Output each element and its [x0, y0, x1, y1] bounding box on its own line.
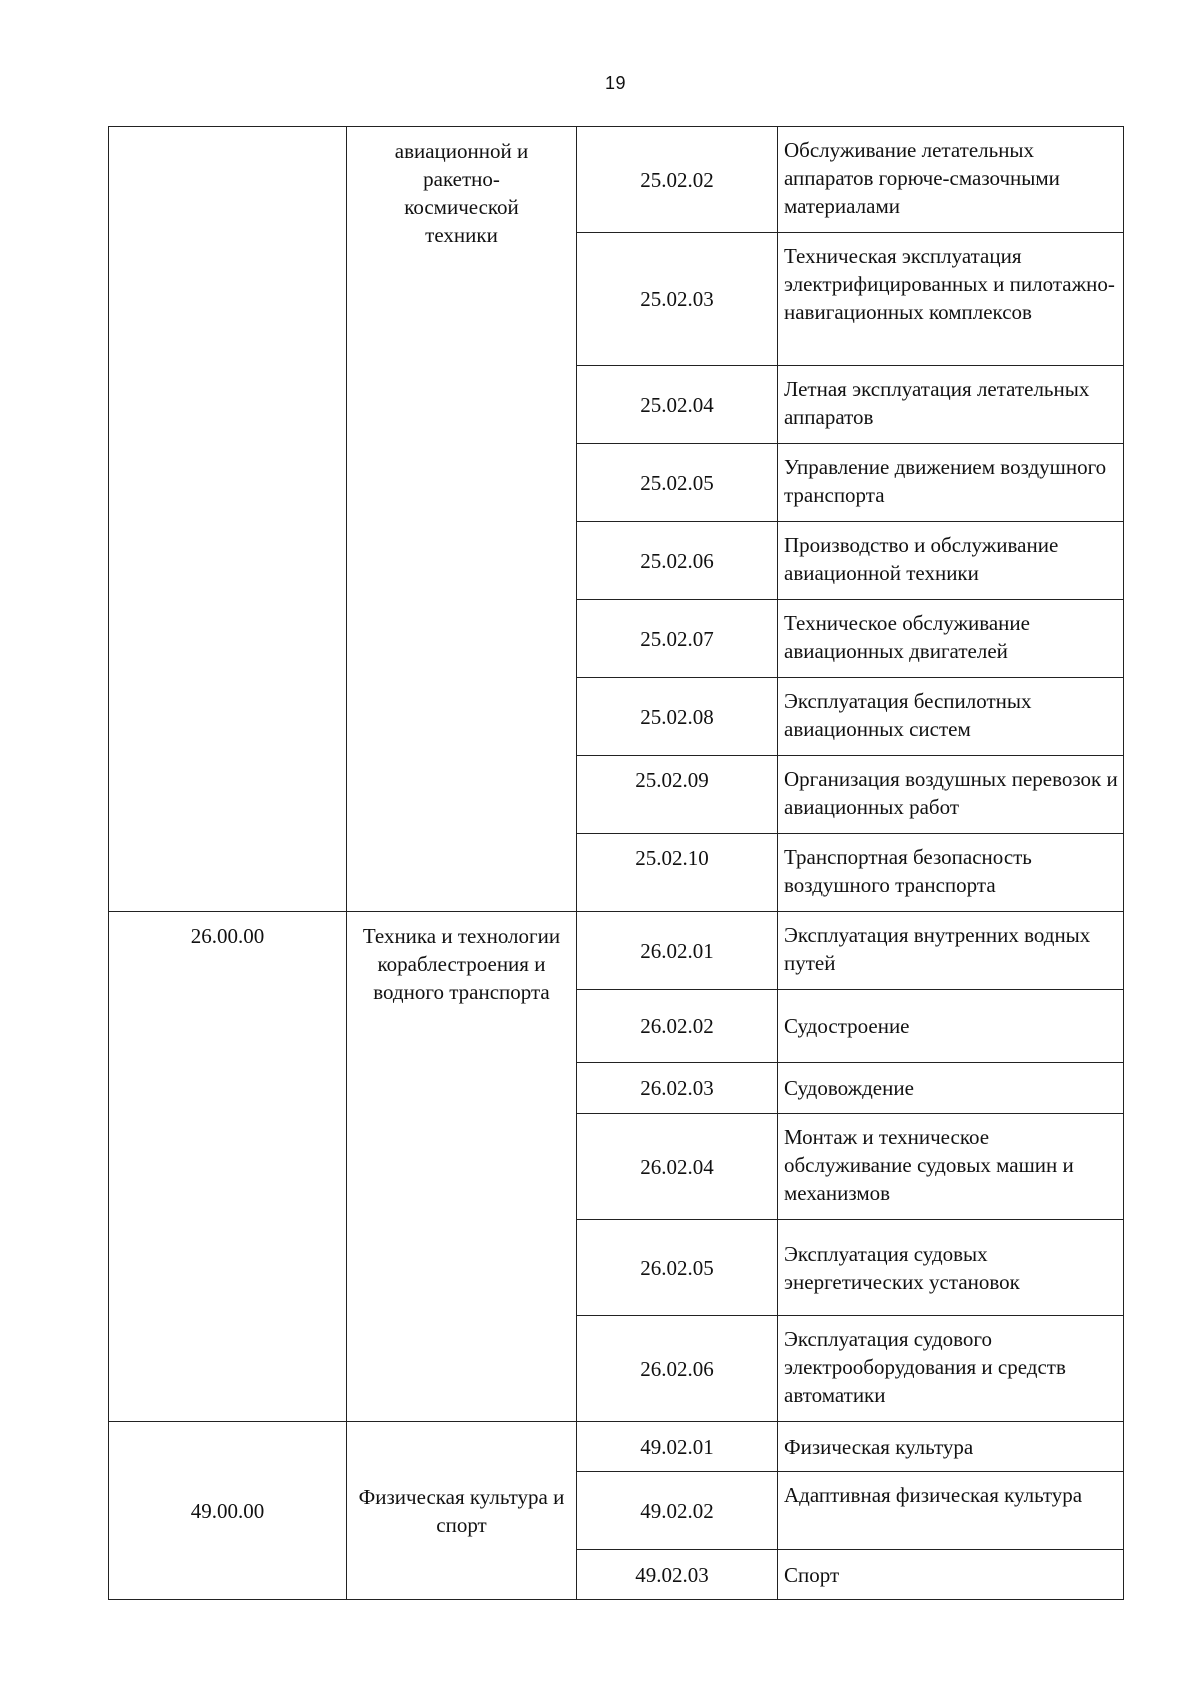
group-name-line: техники — [425, 223, 498, 247]
specialty-code: 49.02.01 — [577, 1422, 778, 1472]
specialty-name: Летная эксплуатация летательных аппаратов — [778, 366, 1124, 444]
specialty-name: Монтаж и техническое обслуживание судовых машин и механизмов — [778, 1114, 1124, 1220]
specialty-code: 25.02.07 — [577, 600, 778, 678]
specialty-code: 26.02.03 — [577, 1063, 778, 1114]
specialty-code: 25.02.10 — [577, 834, 778, 912]
specialty-code: 25.02.02 — [577, 127, 778, 233]
specialty-name: Эксплуатация судового электрооборудования и средств автоматики — [778, 1316, 1124, 1422]
specialty-name: Адаптивная физическая культура — [778, 1472, 1124, 1550]
specialty-code: 26.02.05 — [577, 1220, 778, 1316]
specialty-code: 26.02.01 — [577, 912, 778, 990]
specialty-name: Эксплуатация внутренних водных путей — [778, 912, 1124, 990]
specialty-name: Управление движением воздушного транспорта — [778, 444, 1124, 522]
specialty-name: Обслуживание летательных аппаратов горюче-смазочными материалами — [778, 127, 1124, 233]
specialty-name: Транспортная безопасность воздушного транспорта — [778, 834, 1124, 912]
specialty-code: 26.02.06 — [577, 1316, 778, 1422]
specialty-name: Производство и обслуживание авиационной техники — [778, 522, 1124, 600]
specialty-name: Техническая эксплуатация электрифицированных и пилотажно-навигационных комплексов — [778, 233, 1124, 366]
specialty-code: 25.02.06 — [577, 522, 778, 600]
group-code-cell: 26.00.00 — [109, 912, 347, 1422]
specialty-name: Судовождение — [778, 1063, 1124, 1114]
specialty-name: Эксплуатация беспилотных авиационных систем — [778, 678, 1124, 756]
specialty-code: 25.02.04 — [577, 366, 778, 444]
specialty-code: 26.02.02 — [577, 990, 778, 1063]
specialty-name: Эксплуатация судовых энергетических установок — [778, 1220, 1124, 1316]
group-name-line: космической — [404, 195, 519, 219]
specialty-code: 49.02.03 — [577, 1550, 778, 1600]
specialty-name: Спорт — [778, 1550, 1124, 1600]
specialty-code: 26.02.04 — [577, 1114, 778, 1220]
table-row — [109, 127, 1124, 233]
specialty-code: 49.02.02 — [577, 1472, 778, 1550]
specialty-name: Физическая культура — [778, 1422, 1124, 1472]
specialty-name: Судостроение — [778, 990, 1124, 1063]
specialty-code: 25.02.03 — [577, 233, 778, 366]
group-name-line: ракетно- — [423, 167, 500, 191]
specialty-name: Техническое обслуживание авиационных двигателей — [778, 600, 1124, 678]
group-name-cell: Физическая культура и спорт — [347, 1422, 577, 1600]
page-number: 19 — [604, 73, 627, 93]
table-row — [109, 1422, 1124, 1472]
specialties-table — [108, 126, 1124, 1600]
group-code-cell — [109, 127, 347, 912]
group-name-cell — [347, 127, 577, 912]
group-name-cell: Техника и технологии кораблестроения и водного транспорта — [347, 912, 577, 1422]
specialty-name: Организация воздушных перевозок и авиационных работ — [778, 756, 1124, 834]
table-row — [109, 912, 1124, 990]
specialty-code: 25.02.05 — [577, 444, 778, 522]
specialty-code: 25.02.09 — [577, 756, 778, 834]
group-name-line: авиационной и — [394, 139, 529, 163]
group-code-cell: 49.00.00 — [109, 1422, 347, 1600]
specialty-code: 25.02.08 — [577, 678, 778, 756]
